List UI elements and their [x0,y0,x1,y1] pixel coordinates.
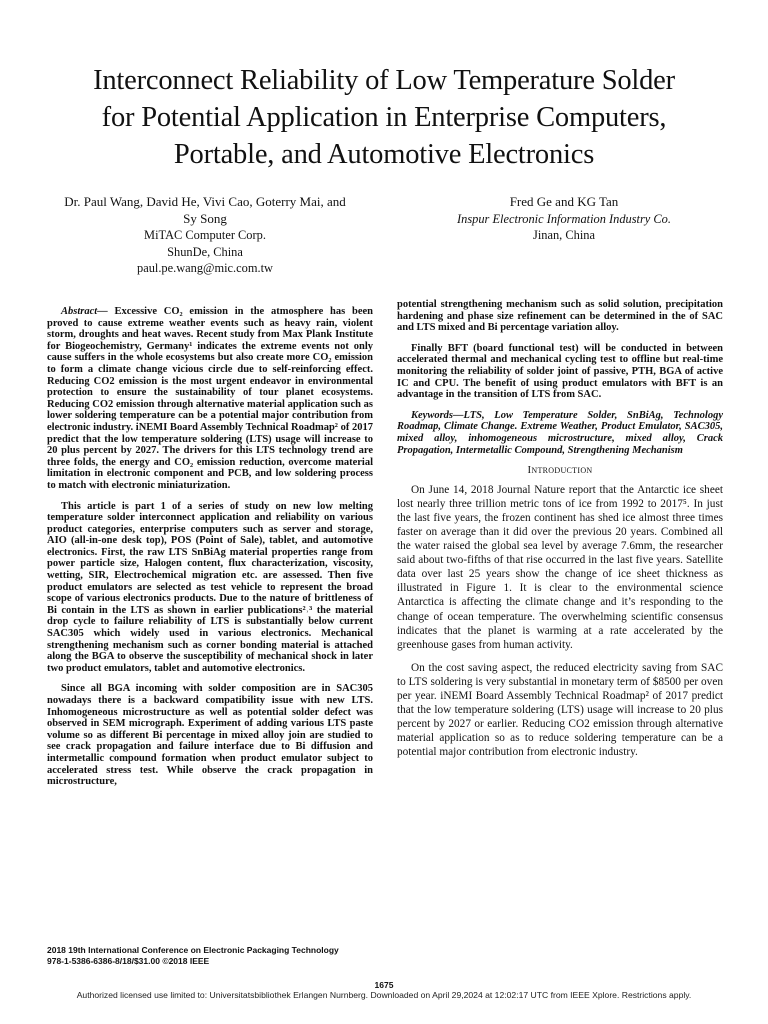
author-block-left [40,194,370,277]
body-paragraph: Since all BGA incoming with solder composition are in SAC305 nowadays there is a backward compatibility issue with new LTS. Inhomogeneous microstructure as well as potential solder defect was observed in SEM micrograph. Experiment of adding various LTS paste volume so as different Bi percentage in mixed alloy join are studied to see crack propagation and failure interface due to Bi diffusion and intermetallic compound formation when product emulator subject to accelerated stress test. While observe the crack propagation in microstructure, [47,683,373,788]
abstract-label: Abstract [61,306,98,317]
author-organization: Inspur Electronic Information Industry Co. [457,211,671,226]
paper-title [40,62,728,173]
body-paragraph: This article is part 1 of a series of study on new low melting temperature solder interconnect application and reliability on various product categories, enterprise computers such as server and storage, AIO (all-in-one desk top), POS (Point of Sale), tablet, and automotive electronics. First, the raw LTS SnBiAg material properties range from power particle size, Halogen content, flux characterization, viscosity, wetting, SIR, Electrochemical migration etc. are assessed. Then five product emulators are selected as test vehicle to represent the broad scope of various electronics products. Due to the nature of brittleness of Bi contain in the LTS as shown in earlier publications²˒³ the material drop cycle to failure reliability of LTS is substantially below current SAC305 which widely used in various electronics. Mechanical strengthening mechanism such as corner bonding material is attached along the BGA to observe the susceptibility of mechanical shock in later two product emulators, tablet and automotive electronics. [47,500,373,674]
conference-name: 2018 19th International Conference on Electronic Packaging Technology [47,945,339,955]
title-line: Portable, and Automotive Electronics [173,139,595,170]
right-column [397,299,723,769]
intro-paragraph: On the cost saving aspect, the reduced electricity saving from SAC to LTS soldering is very substantial in monetary term of $8500 per oven per year. iNEMI Board Assembly Technical Roadmap² of 2017 predict that the low temperature soldering (LTS) usage will increase to 20 plus percent by 2027 or earlier. Reducing CO2 emission through alternative material application so as to reduce soldering temperature can be a potential major contribution from electronic industry. [397,661,723,759]
abstract-paragraph [47,306,373,492]
author-names: Dr. Paul Wang, David He, Vivi Cao, Goterry Mai, and [64,194,346,209]
abstract-text: Excessive CO₂ emission in the atmosphere has been proved to cause extreme weather events such as heavy rain, violent storm, droughts and heat waves. Recent study from Max Plank Institute for Biogeochemistry, Germany¹ indicates the extreme events not only cause suffers in the whole ecosystems but also create more CO₂ emission to form a climate change vicious circle due to self-reinforcing effect. Reducing CO2 emission is the most urgent endeavor in environmental protection to ensure the sustainability of tour planet ecosystems. Reducing CO2 emission through alternative material application such as lower soldering temperature can be a potential major contribution from electronic industry. iNEMI Board Assembly Technical Roadmap² of 2017 predict that the low temperature soldering (LTS) usage will increase to 20 plus percent by 2027. The drivers for this LTS technology trend are three folds, the energy and CO₂ emission reduction, overcome material limitation in electronic component and PCB, and low soldering process to match with electronic miniaturization. [47,306,373,491]
title-line: Interconnect Reliability of Low Temperature Solder [93,65,675,96]
page-number: 1675 [374,980,394,990]
conference-info [47,945,407,967]
abstract-dash: — [97,306,115,317]
author-names: Sy Song [183,210,227,226]
author-city: Jinan, China [533,228,595,242]
body-paragraph: potential strengthening mechanism such as solid solution, precipitation hardening and phase size refinement can be determined in the of SAC and LTS mixed and Bi percentage variation alloy. [397,299,723,334]
author-email: paul.pe.wang@mic.com.tw [137,261,273,275]
author-block-right [400,194,728,244]
keywords: Keywords—LTS, Low Temperature Solder, SnBiAg, Technology Roadmap, Climate Change. Extreme Weather, Product Emulator, SAC305, mixed alloy, inhomogeneous microstructure, mixed alloy, Crack Propagation, Intermetallic Compound, Strengthening Mechanism [397,409,723,456]
title-line: for Potential Application in Enterprise Computers, [101,102,667,133]
body-paragraph: Finally BFT (board functional test) will be conducted in between accelerated thermal and mechanical cycling test to offline but real-time monitoring the reliability of solder joint of passive, PTH, BGA of active IC and CPU. The benefit of using product emulators with BFT is an advantage in the transition of LTS from SAC. [397,342,723,401]
author-names: Fred Ge and KG Tan [509,194,619,209]
section-heading: Introduction [527,464,593,477]
conference-isbn: 978-1-5386-6386-8/18/$31.00 ©2018 IEEE [47,956,210,967]
left-column [47,306,373,797]
author-city: ShunDe, China [167,244,243,259]
intro-paragraph: On June 14, 2018 Journal Nature report that the Antarctic ice sheet lost nearly three trillion metric tons of ice from 1992 to 2017⁵. In just the last five years, the frozen continent has shed ice almost three times faster on average than it did over the previous 20 years. Combined all the water raised the global sea level by average 7.6mm, the researcher said about two-fifths of that rise occurred in the last five years. Satellite data over last 25 years show the change of ice sheet thickness as illustrated in Figure 1. It is clear to the environmental science Antarctica is affecting the climate change and it’s responding to the change of ocean temperature. The overwhelming scientific consensus indicates that the planet is warming at a rate accelerated by the greenhouse gases from human activity. [397,483,723,651]
license-footer: Authorized licensed use limited to: Universitatsbibliothek Erlangen Nurnberg. Downloaded on April 29,2024 at 12:02:17 UTC from IEEE Xplore. Restrictions apply. [76,990,692,1000]
author-organization: MiTAC Computer Corp. [144,228,266,242]
